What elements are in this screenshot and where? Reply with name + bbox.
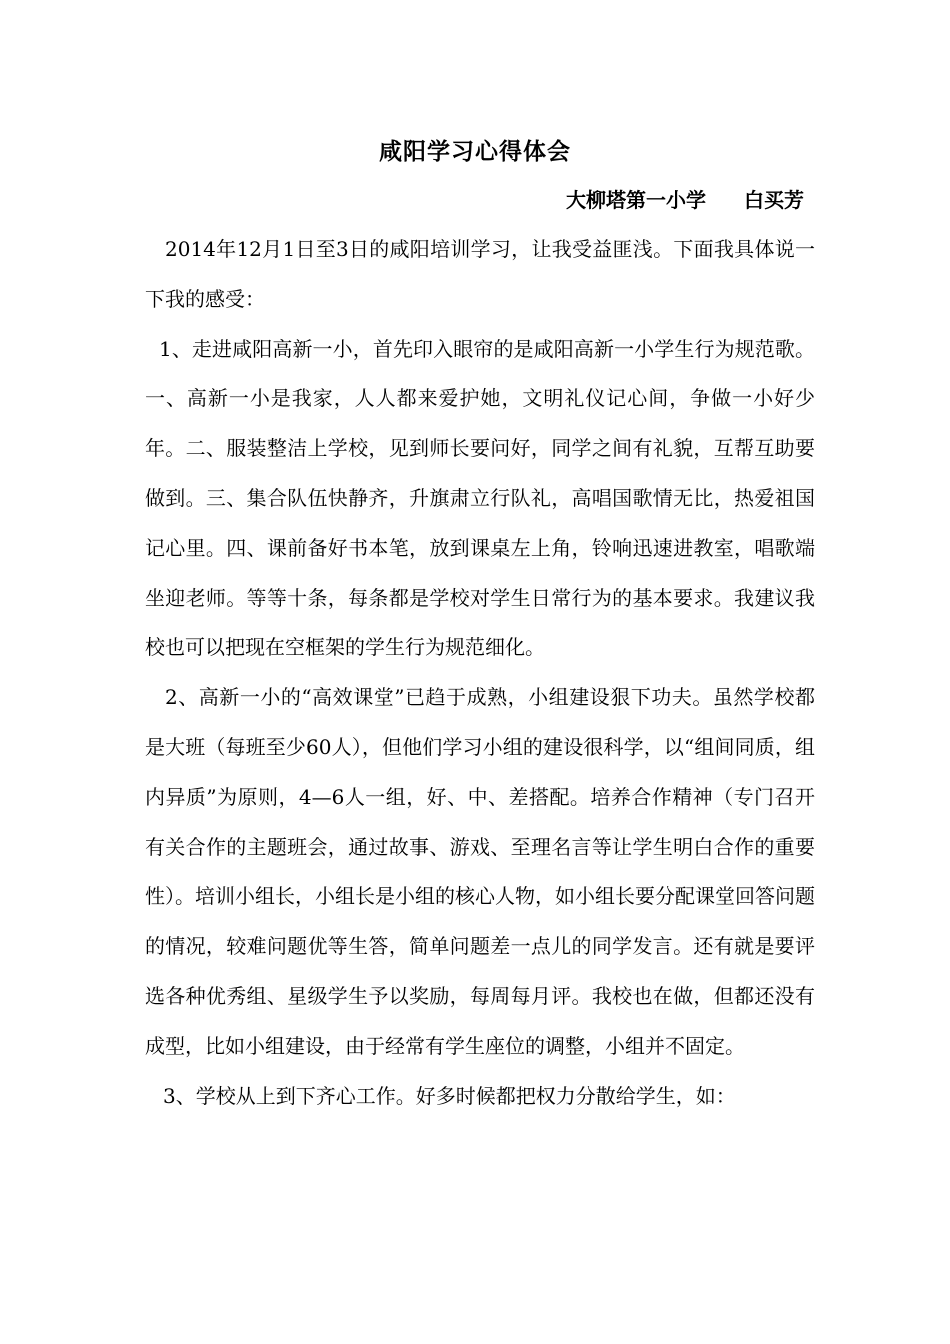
paragraph-point-2: 2、高新一小的“高效课堂”已趋于成熟，小组建设狠下功夫。虽然学校都是大班（每班至少60人），但他们学习小组的建设很科学，以“组间同质，组内异质”为原则，4—6人一组，好、中、差搭配。培养合作精神（专门召开有关合作的主题班会，通过故事、游戏、至理名言等让学生明白合作的重要性）。培训小组长，小组长是小组的核心人物，如小组长要分配课堂回答问题的情况，较难问题优等生答，简单问题差一点儿的同学发言。还有就是要评选各种优秀组、星级学生予以奖励，每周每月评。我校也在做，但都还没有成型，比如小组建设，由于经常有学生座位的调整，小组并不固定。 xyxy=(145,685,815,1058)
paragraph-intro: 2014年12月1日至3日的咸阳培训学习，让我受益匪浅。下面我具体说一下我的感受： xyxy=(145,237,815,311)
document-title: 咸阳学习心得体会 xyxy=(379,138,571,165)
paragraph-point-1: 1、走进咸阳高新一小，首先印入眼帘的是咸阳高新一小学生行为规范歌。一、高新一小是我家，人人都来爱护她，文明礼仪记心间，争做一小好少年。二、服装整洁上学校，见到师长要问好，同学之间有礼貌，互帮互助要做到。三、集合队伍快静齐，升旗肃立行队礼，高唱国歌情无比，热爱祖国记心里。四、课前备好书本笔，放到课桌左上角，铃响迅速进教室，唱歌端坐迎老师。等等十条，每条都是学校对学生日常行为的基本要求。我建议我校也可以把现在空框架的学生行为规范细化。 xyxy=(145,336,815,660)
document-body xyxy=(145,225,815,1121)
author-school: 大柳塔第一小学 xyxy=(566,188,706,212)
author-name: 白买芳 xyxy=(744,188,804,212)
paragraph-point-3: 3、学校从上到下齐心工作。好多时候都把权力分散给学生，如： xyxy=(163,1083,736,1108)
author-line xyxy=(566,184,804,216)
